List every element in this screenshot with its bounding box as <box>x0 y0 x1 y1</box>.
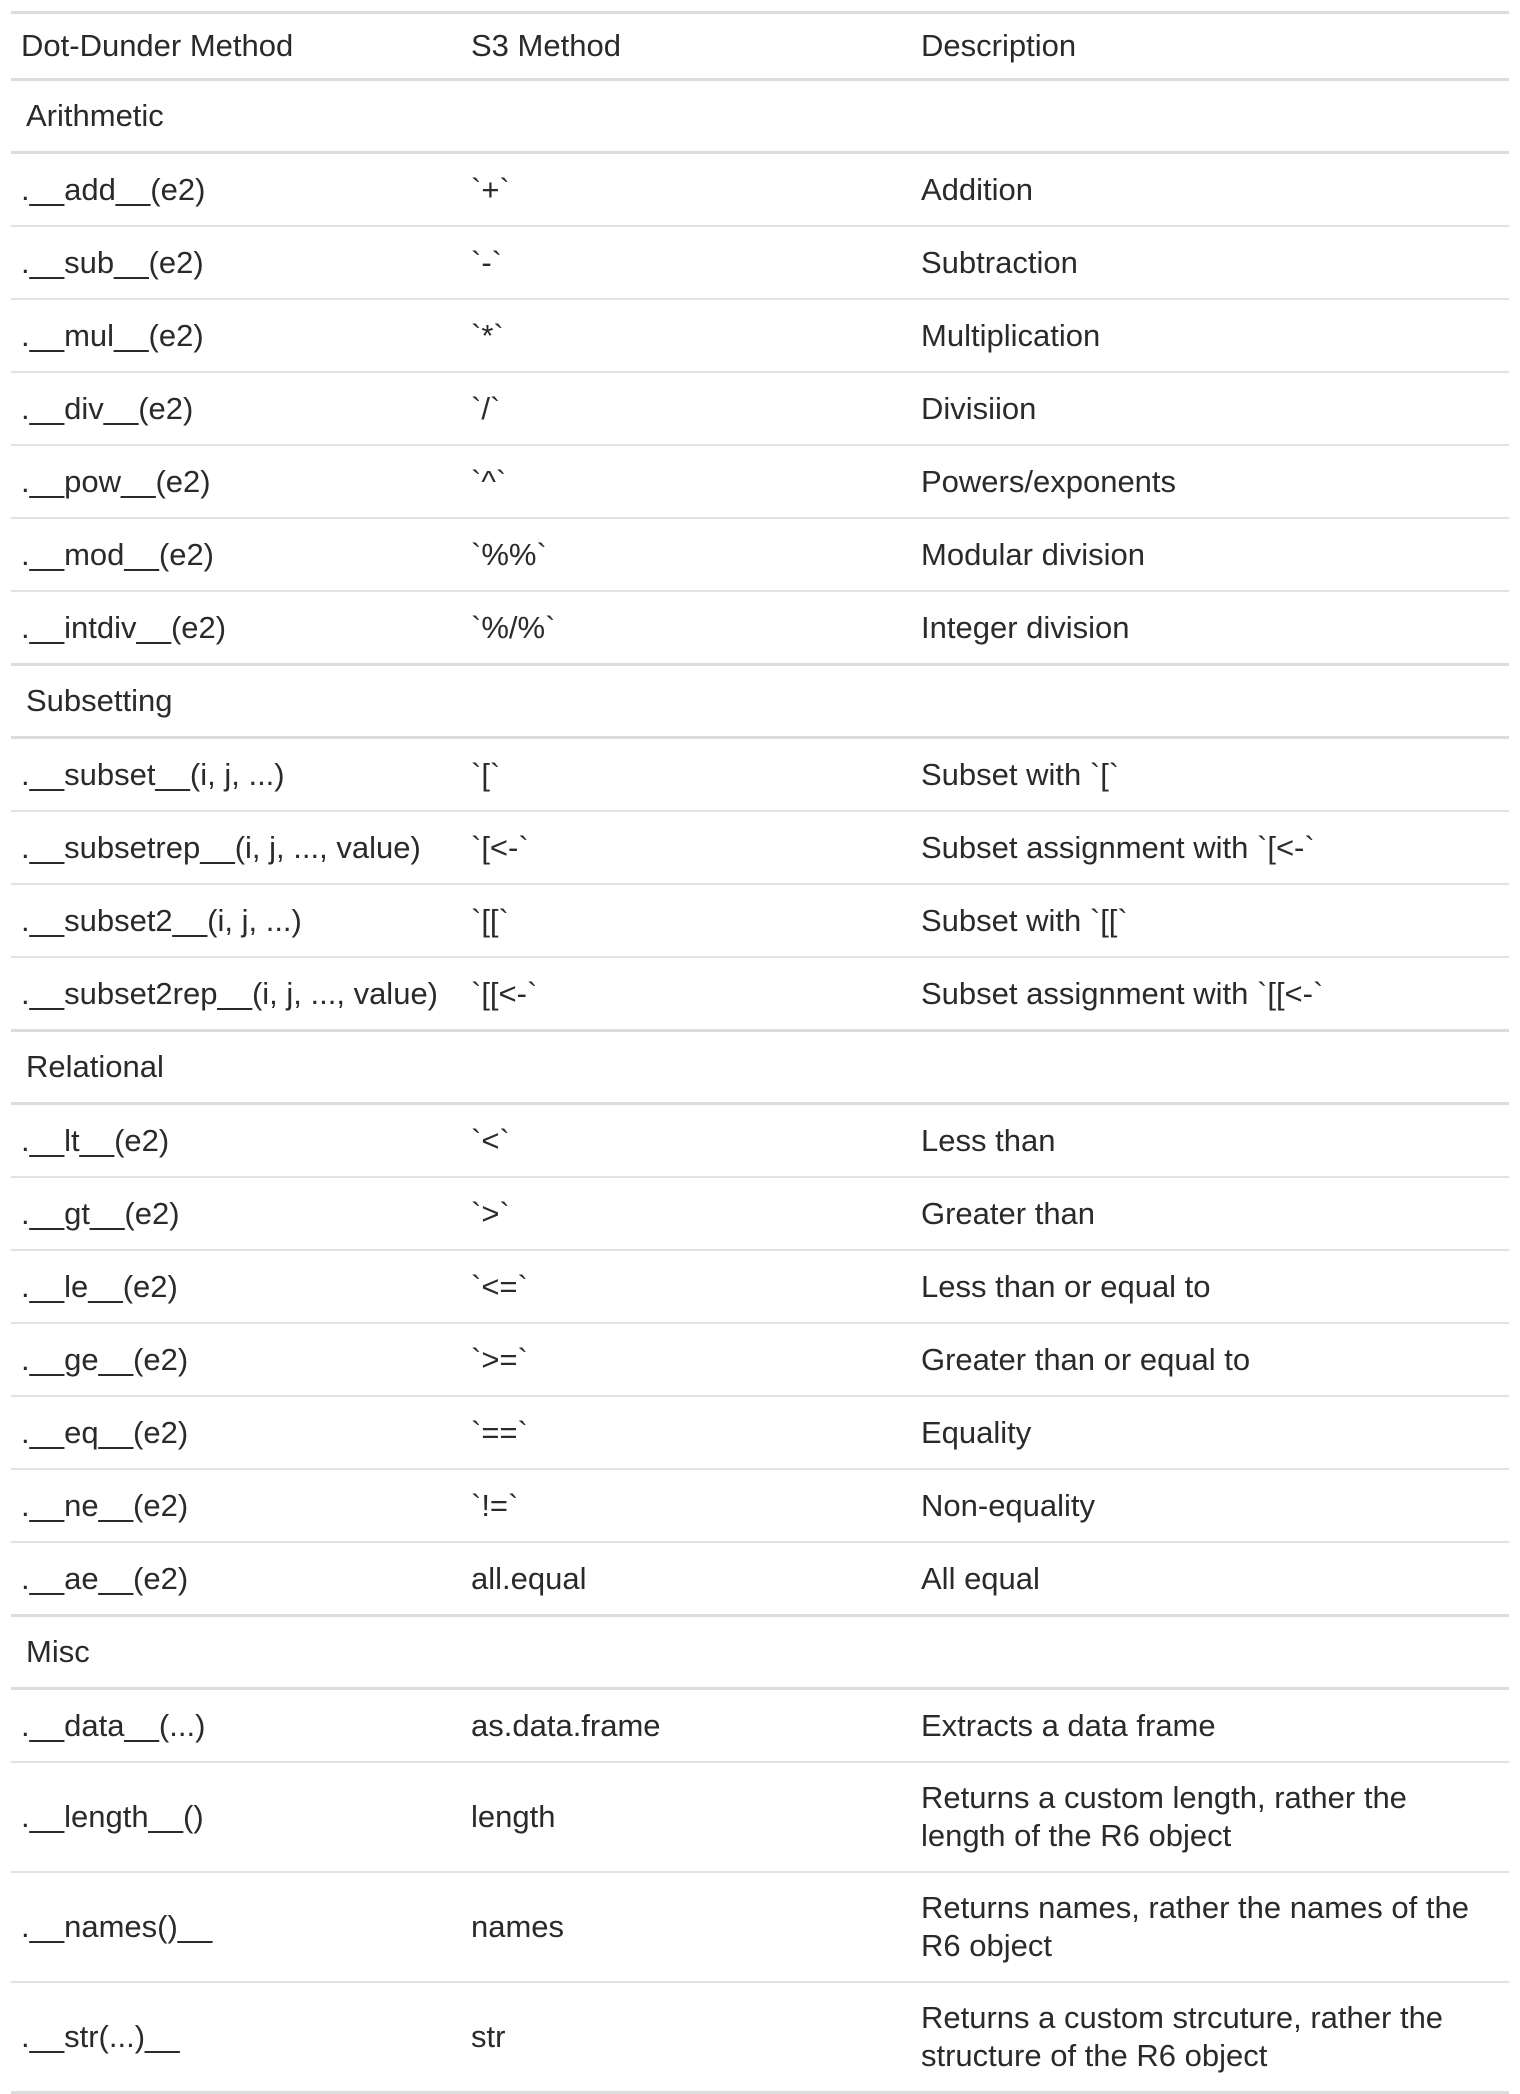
cell-description: All equal <box>911 1542 1509 1616</box>
group-label: Arithmetic <box>11 80 1509 153</box>
table-row <box>11 518 1509 591</box>
table-row <box>11 1689 1509 1763</box>
cell-description: Non-equality <box>911 1469 1509 1542</box>
group-header-row <box>11 665 1509 738</box>
cell-dot-dunder-method: .__subset2__(i, j, ...) <box>11 884 461 957</box>
cell-s3-method: as.data.frame <box>461 1689 911 1763</box>
cell-description: Equality <box>911 1396 1509 1469</box>
cell-s3-method: all.equal <box>461 1542 911 1616</box>
cell-dot-dunder-method: .__length__() <box>11 1762 461 1872</box>
cell-dot-dunder-method: .__gt__(e2) <box>11 1177 461 1250</box>
cell-description: Greater than or equal to <box>911 1323 1509 1396</box>
header-dot-dunder-method: Dot-Dunder Method <box>11 13 461 80</box>
table-row <box>11 1982 1509 2093</box>
cell-dot-dunder-method: .__ge__(e2) <box>11 1323 461 1396</box>
cell-dot-dunder-method: .__subset2rep__(i, j, ..., value) <box>11 957 461 1031</box>
cell-description: Returns names, rather the names of the R6 object <box>911 1872 1509 1982</box>
table-row <box>11 299 1509 372</box>
cell-s3-method: `==` <box>461 1396 911 1469</box>
cell-description: Powers/exponents <box>911 445 1509 518</box>
cell-dot-dunder-method: .__mod__(e2) <box>11 518 461 591</box>
cell-s3-method: `[<-` <box>461 811 911 884</box>
cell-description: Extracts a data frame <box>911 1689 1509 1763</box>
cell-s3-method: `!=` <box>461 1469 911 1542</box>
group-label: Subsetting <box>11 665 1509 738</box>
cell-description: Subset assignment with `[<-` <box>911 811 1509 884</box>
cell-s3-method: str <box>461 1982 911 2093</box>
cell-s3-method: `-` <box>461 226 911 299</box>
table-row <box>11 1177 1509 1250</box>
cell-description: Subset assignment with `[[<-` <box>911 957 1509 1031</box>
cell-s3-method: `>=` <box>461 1323 911 1396</box>
cell-dot-dunder-method: .__ne__(e2) <box>11 1469 461 1542</box>
cell-dot-dunder-method: .__ae__(e2) <box>11 1542 461 1616</box>
cell-s3-method: `^` <box>461 445 911 518</box>
cell-description: Returns a custom length, rather the length of the R6 object <box>911 1762 1509 1872</box>
table-row <box>11 1469 1509 1542</box>
table-row <box>11 1250 1509 1323</box>
cell-s3-method: `%/%` <box>461 591 911 665</box>
cell-description: Integer division <box>911 591 1509 665</box>
cell-s3-method: `/` <box>461 372 911 445</box>
cell-s3-method: `<` <box>461 1104 911 1178</box>
cell-dot-dunder-method: .__intdiv__(e2) <box>11 591 461 665</box>
group-header-row <box>11 1616 1509 1689</box>
group-header-row <box>11 80 1509 153</box>
cell-description: Addition <box>911 153 1509 227</box>
cell-description: Subset with `[` <box>911 738 1509 812</box>
table-row <box>11 1323 1509 1396</box>
table-row <box>11 884 1509 957</box>
cell-s3-method: `[[` <box>461 884 911 957</box>
cell-s3-method: `%%` <box>461 518 911 591</box>
cell-dot-dunder-method: .__mul__(e2) <box>11 299 461 372</box>
cell-dot-dunder-method: .__add__(e2) <box>11 153 461 227</box>
cell-description: Multiplication <box>911 299 1509 372</box>
cell-dot-dunder-method: .__data__(...) <box>11 1689 461 1763</box>
table-row <box>11 1104 1509 1178</box>
cell-dot-dunder-method: .__div__(e2) <box>11 372 461 445</box>
table-row <box>11 811 1509 884</box>
table-row <box>11 445 1509 518</box>
table-row <box>11 226 1509 299</box>
group-header-row <box>11 1031 1509 1104</box>
table-row <box>11 957 1509 1031</box>
header-s3-method: S3 Method <box>461 13 911 80</box>
group-label: Misc <box>11 1616 1509 1689</box>
cell-description: Divisiion <box>911 372 1509 445</box>
cell-s3-method: `[` <box>461 738 911 812</box>
cell-description: Returns a custom strcuture, rather the structure of the R6 object <box>911 1982 1509 2093</box>
cell-dot-dunder-method: .__lt__(e2) <box>11 1104 461 1178</box>
table-row <box>11 738 1509 812</box>
cell-dot-dunder-method: .__le__(e2) <box>11 1250 461 1323</box>
cell-s3-method: `[[<-` <box>461 957 911 1031</box>
cell-dot-dunder-method: .__names()__ <box>11 1872 461 1982</box>
cell-s3-method: `>` <box>461 1177 911 1250</box>
table-row <box>11 1542 1509 1616</box>
cell-description: Less than or equal to <box>911 1250 1509 1323</box>
cell-s3-method: names <box>461 1872 911 1982</box>
header-description: Description <box>911 13 1509 80</box>
cell-description: Subset with `[[` <box>911 884 1509 957</box>
cell-description: Modular division <box>911 518 1509 591</box>
table-row <box>11 591 1509 665</box>
methods-table <box>11 11 1509 2094</box>
cell-dot-dunder-method: .__sub__(e2) <box>11 226 461 299</box>
cell-description: Subtraction <box>911 226 1509 299</box>
cell-dot-dunder-method: .__subset__(i, j, ...) <box>11 738 461 812</box>
cell-s3-method: `+` <box>461 153 911 227</box>
header-row <box>11 13 1509 80</box>
cell-s3-method: `*` <box>461 299 911 372</box>
table-row <box>11 1872 1509 1982</box>
cell-s3-method: length <box>461 1762 911 1872</box>
cell-dot-dunder-method: .__eq__(e2) <box>11 1396 461 1469</box>
table-row <box>11 153 1509 227</box>
cell-dot-dunder-method: .__subsetrep__(i, j, ..., value) <box>11 811 461 884</box>
table-row <box>11 1762 1509 1872</box>
table-body <box>11 80 1509 2093</box>
table-row <box>11 1396 1509 1469</box>
cell-dot-dunder-method: .__str(...)__ <box>11 1982 461 2093</box>
group-label: Relational <box>11 1031 1509 1104</box>
cell-s3-method: `<=` <box>461 1250 911 1323</box>
cell-description: Less than <box>911 1104 1509 1178</box>
cell-description: Greater than <box>911 1177 1509 1250</box>
cell-dot-dunder-method: .__pow__(e2) <box>11 445 461 518</box>
table-row <box>11 372 1509 445</box>
